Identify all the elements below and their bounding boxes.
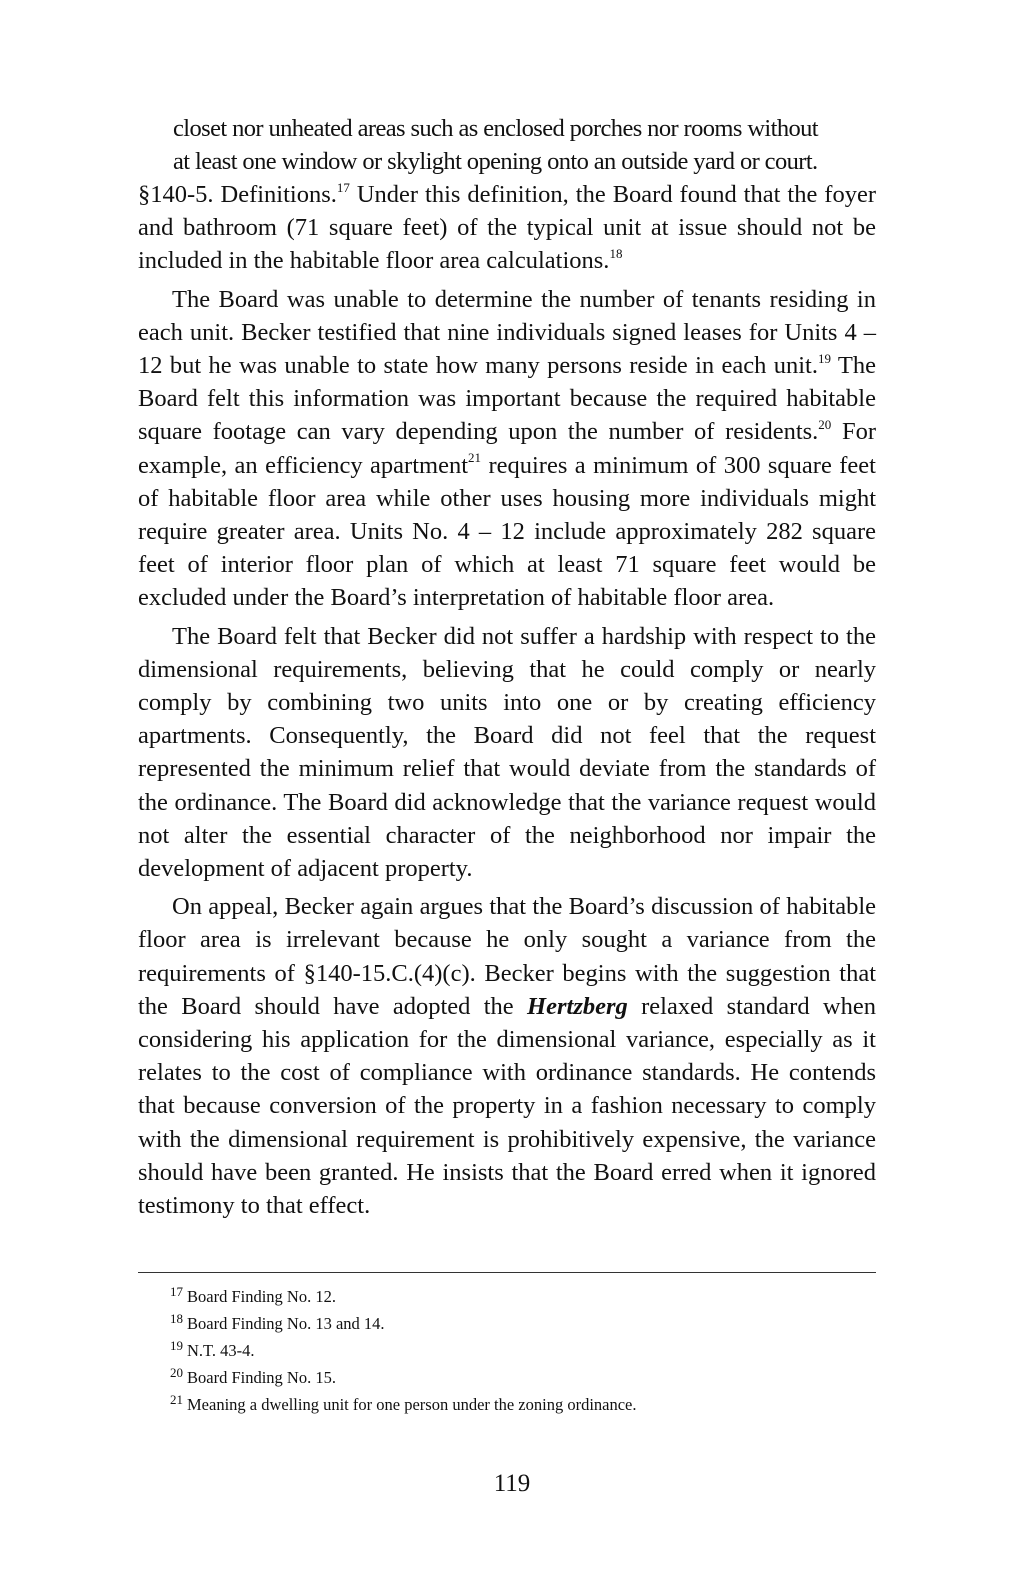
paragraph-4	[138, 890, 876, 1222]
p2-text-c: For example, an efficiency apartment	[138, 418, 876, 479]
p1-text-a: §140-5. Definitions.	[138, 181, 337, 208]
paragraph-1	[138, 178, 876, 278]
footnote-ref-17[interactable]: 17	[336, 179, 350, 195]
paragraph-2	[138, 283, 876, 615]
footnote-divider	[138, 1272, 876, 1273]
footnote-number: 21	[170, 1392, 183, 1407]
footnote-number: 17	[170, 1284, 183, 1299]
footnote-number: 18	[170, 1311, 183, 1326]
footnote-ref-18[interactable]: 18	[609, 246, 623, 262]
footnote-text: Board Finding No. 13 and 14.	[187, 1314, 385, 1333]
footnote-number: 20	[170, 1365, 183, 1380]
footnotes	[170, 1284, 870, 1419]
p4-text-a: On appeal, Becker again argues that the Board’s discussion of habitable floor area is irrelevant because he only sought a variance from the requirements of §140-15.C.(4)(c). Becker begins with the suggestion that the Board should have adopted the	[138, 893, 876, 1020]
footnote-17	[170, 1284, 870, 1311]
footnote-18	[170, 1311, 870, 1338]
p2-text-a: The Board was unable to determine the number of tenants residing in each unit. Becker testified that nine individuals signed leases for Units 4 – 12 but he was unable to state how many persons reside in each unit.	[138, 285, 876, 380]
footnote-21	[170, 1392, 870, 1419]
p2-text-b: The Board felt this information was important because the required habitable square footage can vary depending upon the number of residents.	[138, 352, 876, 446]
case-name-hertzberg: Hertzberg	[527, 992, 628, 1020]
page-body	[138, 112, 876, 1222]
footnote-ref-19[interactable]: 19	[818, 350, 831, 366]
footnote-text: N.T. 43-4.	[187, 1341, 255, 1360]
footnote-text: Board Finding No. 12.	[187, 1287, 336, 1306]
footnote-number: 19	[170, 1338, 183, 1353]
footnote-19	[170, 1338, 870, 1365]
p1-text-b: Under this definition, the Board found that the foyer and bathroom (71 square feet) of the typical unit at issue should not be included in the habitable floor area calculations.	[138, 181, 876, 275]
quote-line-1: closet nor unheated areas such as enclosed porches nor rooms without	[173, 115, 818, 142]
footnote-text: Board Finding No. 15.	[187, 1368, 336, 1387]
p4-text-b: relaxed standard when considering his application for the dimensional variance, especially as it relates to the cost of compliance with ordinance standards. He contends that because conversion of the property in a fashion necessary to comply with the dimensional requirement is prohibitively expensive, the variance should have been granted. He insists that the Board erred when it ignored testimony to that effect.	[138, 992, 876, 1220]
quote-line-2: at least one window or skylight opening onto an outside yard or court.	[173, 148, 818, 175]
block-quote	[173, 112, 876, 178]
p2-text-d: requires a minimum of 300 square feet of habitable floor area while other uses housing more individuals might require greater area. Units No. 4 – 12 include approximately 282 square feet of interior floor plan of which at least 71 square feet would be excluded under the Board’s interpretation of habitable floor area.	[138, 451, 876, 612]
footnote-ref-21[interactable]: 21	[468, 450, 482, 466]
p3-text: The Board felt that Becker did not suffer a hardship with respect to the dimensional requirements, believing that he could comply or nearly comply by combining two units into one or by creating efficiency apartments. Consequently, the Board did not feel that the request represented the minimum relief that would deviate from the standards of the ordinance. The Board did acknowledge that the variance request would not alter the essential character of the neighborhood nor impair the development of adjacent property.	[138, 622, 876, 883]
footnote-20	[170, 1365, 870, 1392]
footnote-text: Meaning a dwelling unit for one person under the zoning ordinance.	[187, 1395, 637, 1414]
page-number: 119	[493, 1470, 531, 1497]
footnote-ref-20[interactable]: 20	[818, 417, 832, 433]
paragraph-3	[138, 620, 876, 886]
